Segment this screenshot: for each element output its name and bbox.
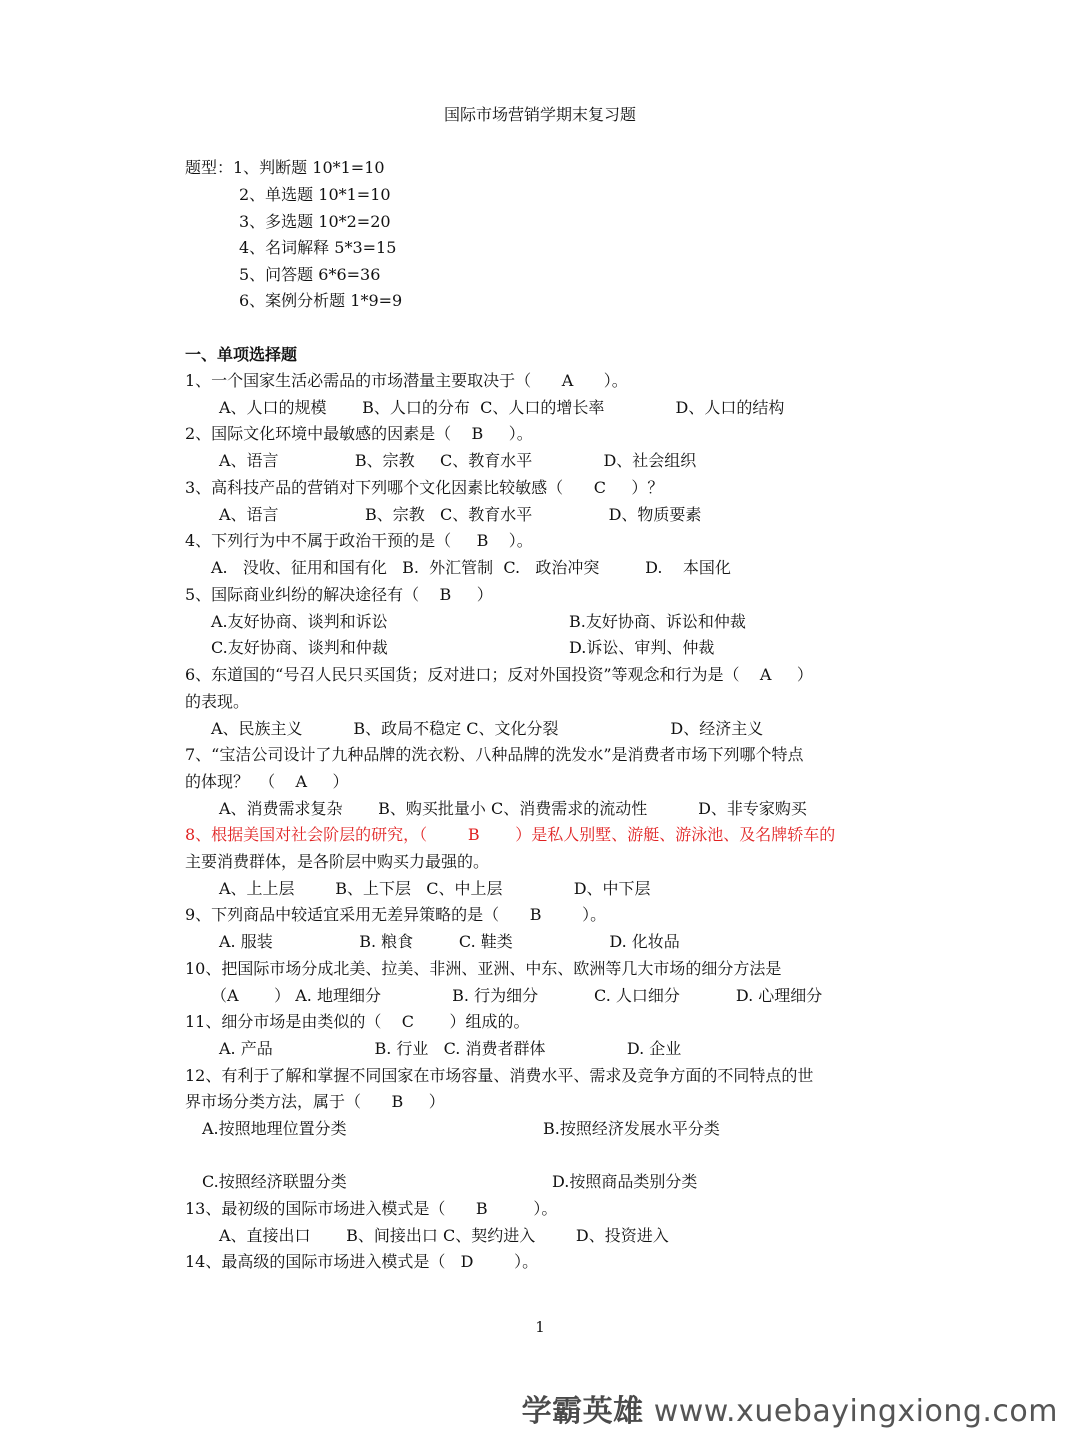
- option-line: A. 服装 B. 粮食 C. 鞋类 D. 化妆品: [219, 932, 680, 951]
- section-heading: 一、单项选择题: [185, 345, 298, 364]
- question-line: 的表现。: [185, 692, 250, 711]
- page-number: 1: [535, 1318, 545, 1336]
- question-line: 2、国际文化环境中最敏感的因素是（ B ）。: [185, 424, 533, 443]
- watermark-brand: 学霸英雄: [521, 1394, 644, 1429]
- question-line: 主要消费群体，是各阶层中购买力最强的。: [185, 852, 490, 871]
- question-line: 1、一个国家生活必需品的市场潜量主要取决于（ A ）。: [185, 371, 628, 390]
- option-line: A. 没收、征用和国有化 B. 外汇管制 C. 政治冲突 D. 本国化: [211, 558, 731, 577]
- question-line-highlighted: 8、根据美国对社会阶层的研究，（ B ）是私人别墅、游艇、游泳池、及名牌轿车的: [185, 825, 836, 844]
- question-line: 13、最初级的国际市场进入模式是（ B ）。: [185, 1199, 558, 1218]
- question-type-line: 3、多选题 10*2=20: [239, 212, 391, 231]
- option-line: A.友好协商、谈判和诉讼: [211, 612, 388, 631]
- question-line: 10、把国际市场分成北美、拉美、非洲、亚洲、中东、欧洲等几大市场的细分方法是: [185, 959, 782, 978]
- question-line: 4、下列行为中不属于政治干预的是（ B ）。: [185, 531, 533, 550]
- question-type-line: 4、名词解释 5*3=15: [239, 238, 397, 257]
- option-line: A、直接出口 B、间接出口 C、契约进入 D、投资进入: [219, 1226, 669, 1245]
- option-line: D.诉讼、审判、仲裁: [569, 638, 715, 657]
- option-line: （A ） A. 地理细分 B. 行为细分 C. 人口细分 D. 心理细分: [211, 986, 823, 1005]
- question-line: 11、细分市场是由类似的（ C ）组成的。: [185, 1012, 530, 1031]
- option-line: C.按照经济联盟分类: [202, 1172, 347, 1191]
- option-line: B.友好协商、诉讼和仲裁: [569, 612, 746, 631]
- option-line: A、语言 B、宗教 C、教育水平 D、物质要素: [219, 505, 702, 524]
- option-line: A、民族主义 B、政局不稳定 C、文化分裂 D、经济主义: [211, 719, 764, 738]
- question-type-line: 6、案例分析题 1*9=9: [239, 291, 403, 310]
- question-line: 14、最高级的国际市场进入模式是（ D ）。: [185, 1252, 539, 1271]
- question-line: 的体现？ （ A ）: [185, 772, 349, 791]
- site-watermark: [522, 1394, 1058, 1430]
- watermark-url: www.xuebayingxiong.com: [653, 1394, 1058, 1429]
- option-line: A.按照地理位置分类: [202, 1119, 347, 1138]
- question-line: 3、高科技产品的营销对下列哪个文化因素比较敏感（ C ）？: [185, 478, 664, 497]
- option-line: A、上上层 B、上下层 C、中上层 D、中下层: [219, 879, 651, 898]
- question-line: 9、下列商品中较适宜采用无差异策略的是（ B ）。: [185, 905, 607, 924]
- question-line: 界市场分类方法，属于（ B ）: [185, 1092, 445, 1111]
- option-line: C.友好协商、谈判和仲裁: [211, 638, 388, 657]
- question-type-line: 5、问答题 6*6=36: [239, 265, 381, 284]
- document-title: 国际市场营销学期末复习题: [443, 105, 636, 124]
- question-line: 5、国际商业纠纷的解决途径有（ B ）: [185, 585, 493, 604]
- option-line: A、语言 B、宗教 C、教育水平 D、社会组织: [219, 451, 697, 470]
- option-line: D.按照商品类别分类: [552, 1172, 698, 1191]
- question-line: 7、“宝洁公司设计了九种品牌的洗衣粉、八种品牌的洗发水”是消费者市场下列哪个特点: [185, 745, 804, 764]
- question-type-line: 题型：1、判断题 10*1=10: [185, 158, 385, 177]
- option-line: A、人口的规模 B、人口的分布 C、人口的增长率 D、人口的结构: [219, 398, 785, 417]
- question-line: 6、东道国的“号召人民只买国货；反对进口；反对外国投资”等观念和行为是（ A ）: [185, 665, 813, 684]
- question-type-line: 2、单选题 10*1=10: [239, 185, 391, 204]
- option-line: A、消费需求复杂 B、购买批量小 C、消费需求的流动性 D、非专家购买: [219, 799, 807, 818]
- option-line: B.按照经济发展水平分类: [543, 1119, 720, 1138]
- option-line: A. 产品 B. 行业 C. 消费者群体 D. 企业: [219, 1039, 682, 1058]
- question-line: 12、有利于了解和掌握不同国家在市场容量、消费水平、需求及竞争方面的不同特点的世: [185, 1066, 814, 1085]
